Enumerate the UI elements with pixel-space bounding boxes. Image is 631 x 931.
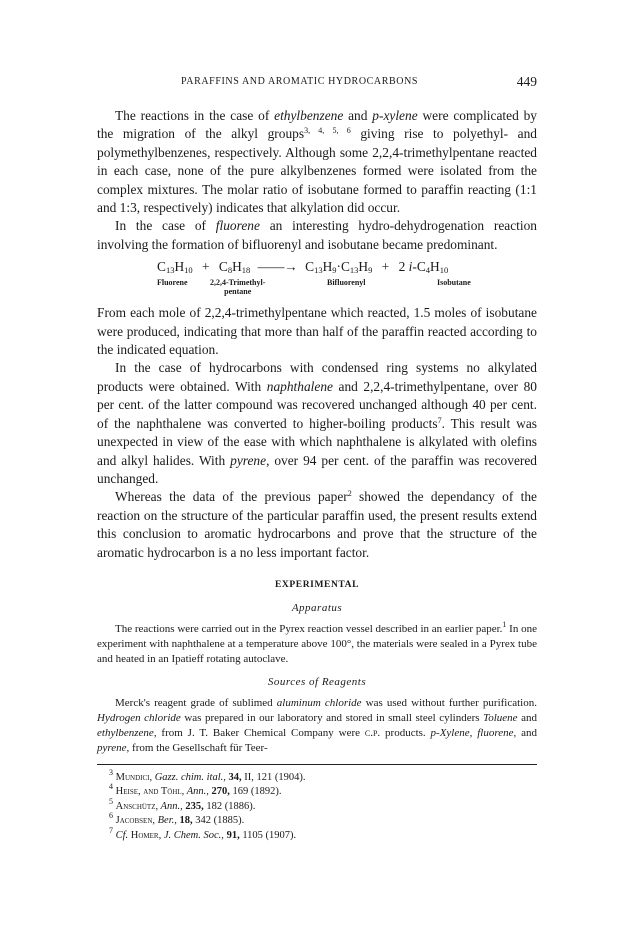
- footnote-item: $^3$ Mundici, Gazz. chim. ital., 34, II, 121 (1904).: [109, 767, 306, 783]
- apparatus-section: [97, 619, 537, 668]
- page-number: 449: [516, 74, 537, 89]
- footnote-item: $^4$ Heise, and Töhl, Ann., 270, 169 (1892).: [109, 782, 282, 798]
- paragraph-reagents: Merck's reagent grade of sublimed aluminum chloride was used without further purification. Hydrogen chloride was prepared in our laboratory and stored in small steel cylinders Toluene and ethylbenzene, from J. T. Baker Chemical Company were c.p. products. p-Xylene, fluorene, and pyrene, from the Gesellschaft für Teer-: [97, 696, 537, 755]
- label-isobutane: Isobutane: [437, 278, 471, 288]
- footnote-item: $^7$ Cf. Homer, J. Chem. Soc., 91, 1105 (1907).: [109, 825, 297, 841]
- subsection-heading-reagents: Sources of Reagents: [267, 676, 367, 689]
- label-fluorene: Fluorene: [157, 278, 188, 288]
- paragraph-ethylbenzene: The reactions in the case of ethylbenzene and p-xylene were complicated by the migration of the alkyl groups$^{3, 4, 5, 6}$ giving rise to polyethyl- and polymethylbenzenes, respectively. Although some 2,2,4-trimethylpentane reacted in each case, none of the pure alkylbenzenes formed were isolated from the complex mixtures. The molar ratio of isobutane formed to paraffin reacting (1:1 and 1:3, respectively) indicates that alkylation did occur.: [97, 108, 538, 216]
- article-body: [97, 107, 537, 844]
- equation-reactant-fluorene: $C_{13}H_{10}$: [157, 259, 193, 276]
- citation-superscript: 3, 4, 5, 6: [304, 126, 351, 136]
- running-title: PARAFFINS AND AROMATIC HYDROCARBONS: [181, 76, 419, 87]
- reagents-section: [97, 696, 537, 757]
- paragraph-apparatus: The reactions were carried out in the Pyrex reaction vessel described in an earlier paper.$^1$ In one experiment with naphthalene at a temperature above 100°, the materials were sealed in a Pyrex tube and heated in an Ipatieff rotating autoclave.: [97, 619, 537, 666]
- footnote-item: $^5$ Anschütz, Ann., 235, 182 (1886).: [109, 796, 256, 812]
- footnote-divider: [97, 764, 537, 765]
- equation-product-isobutane: 2 $i-C_4H_{10}$: [398, 259, 449, 276]
- running-header: [97, 76, 537, 92]
- paragraph-fluorene: In the case of fluorene an interesting hydro-dehydrogenation reaction involving the formation of bifluorenyl and isobutane became predominant.: [97, 218, 537, 252]
- subsection-heading-apparatus: Apparatus: [291, 602, 343, 615]
- equation-reactant-octane: $C_8H_{18}$: [218, 259, 251, 276]
- label-bifluorenyl: Bifluorenyl: [327, 278, 366, 288]
- equation-product-bifluorenyl: $C_{13}H_9\cdot C_{13}H_9$: [305, 259, 373, 276]
- section-heading-experimental: EXPERIMENTAL: [274, 579, 360, 590]
- footnotes: [97, 767, 537, 844]
- label-trimethylpentane: 2,2,4-Trimethyl- pentane: [210, 278, 266, 297]
- reaction-equation: $C_{13}H_{10} + C_8H_{18}$ ——→ $C_{13}H_9\cdot C_{13}H_9 + 2$ $i-C_4H_{10}$ Fluorene 2,2,4-Trimethyl- pentane Bifluorenyl Isobutane: [157, 259, 471, 297]
- paragraph-mole-ratio: From each mole of 2,2,4-trimethylpentane which reacted, 1.5 moles of isobutane were produced, indicating that more than half of the paraffin reacted according to the indicated equation.: [97, 305, 537, 358]
- reaction-arrow: ——→: [257, 259, 298, 275]
- paragraph-condensed-rings: In the case of hydrocarbons with condensed ring systems no alkylated products were obtained. With naphthalene and 2,2,4-trimethylpentane, over 80 per cent. of the latter compound was recovered unchanged although 40 per cent. of the naphthalene was converted to higher-boiling products$^7$. This result was unexpected in view of the ease with which naphthalene is alkylated with olefins and alkyl halides. With pyrene, over 94 per cent. of the paraffin was recovered unchanged.: [97, 360, 537, 486]
- footnote-item: $^6$ Jacobsen, Ber., 18, 342 (1885).: [109, 811, 245, 827]
- paragraph-conclusion: Whereas the data of the previous paper$^2$ showed the dependancy of the reaction on the structure of the particular paraffin used, the present results extend this conclusion to aromatic hydrocarbons and prove that the structure of the aromatic hydrocarbon is a no less important factor.: [97, 489, 537, 560]
